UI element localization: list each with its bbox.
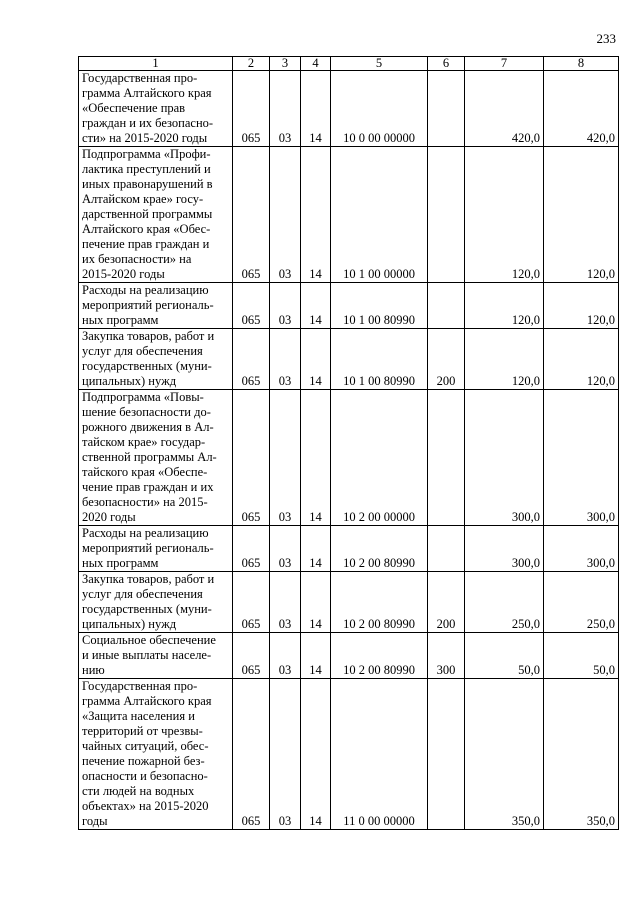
page-number: 233 xyxy=(596,31,616,46)
row-cell: 120,0 xyxy=(465,147,544,283)
row-cell: 250,0 xyxy=(465,572,544,633)
row-cell: 420,0 xyxy=(544,71,619,147)
column-header: 8 xyxy=(544,57,619,71)
row-cell xyxy=(428,147,465,283)
column-header: 7 xyxy=(465,57,544,71)
row-cell: 10 1 00 80990 xyxy=(331,283,428,329)
row-name: Государственная про- грамма Алтайского края «Защита населения и территорий от чрезвы- чайных ситуаций, обес- печение пожарной без- опасности и безопасно- сти людей на водных объектах» на 2015-2020 годы xyxy=(79,679,233,830)
row-cell: 03 xyxy=(270,329,301,390)
row-cell: 10 0 00 00000 xyxy=(331,71,428,147)
row-cell: 065 xyxy=(233,329,270,390)
row-cell: 120,0 xyxy=(544,283,619,329)
row-cell: 03 xyxy=(270,71,301,147)
row-name: Подпрограмма «Повы- шение безопасности до- рожного движения в Ал- тайском крае» государ- ственной программы Ал- тайского края «Обеспе- чение прав граждан и их безопасности» на 2015- 2020 годы xyxy=(79,390,233,526)
row-cell: 14 xyxy=(301,283,331,329)
row-name: Государственная про- грамма Алтайского края «Обеспечение прав граждан и их безопасно- сти» на 2015-2020 годы xyxy=(79,71,233,147)
row-cell: 50,0 xyxy=(544,633,619,679)
row-cell: 065 xyxy=(233,679,270,830)
column-header: 1 xyxy=(79,57,233,71)
row-name: Закупка товаров, работ и услуг для обеспечения государственных (муни- ципальных) нужд xyxy=(79,572,233,633)
row-cell: 10 2 00 80990 xyxy=(331,633,428,679)
column-header: 2 xyxy=(233,57,270,71)
row-cell: 120,0 xyxy=(544,329,619,390)
row-cell: 350,0 xyxy=(465,679,544,830)
row-name: Социальное обеспечение и иные выплаты населе- нию xyxy=(79,633,233,679)
row-cell: 200 xyxy=(428,572,465,633)
row-cell: 14 xyxy=(301,147,331,283)
row-cell: 03 xyxy=(270,572,301,633)
table-row xyxy=(79,633,619,679)
row-cell: 200 xyxy=(428,329,465,390)
row-cell: 03 xyxy=(270,390,301,526)
row-cell: 065 xyxy=(233,147,270,283)
row-cell: 120,0 xyxy=(465,283,544,329)
row-cell: 065 xyxy=(233,283,270,329)
row-cell: 14 xyxy=(301,71,331,147)
table-row xyxy=(79,71,619,147)
row-cell: 03 xyxy=(270,679,301,830)
row-cell xyxy=(428,71,465,147)
budget-table xyxy=(78,56,619,830)
column-header: 3 xyxy=(270,57,301,71)
row-cell xyxy=(428,526,465,572)
row-cell: 03 xyxy=(270,633,301,679)
row-name: Подпрограмма «Профи- лактика преступлений и иных правонарушений в Алтайском крае» госу- дарственной программы Алтайского края «Обес- печение прав граждан и их безопасности» на 2015-2020 годы xyxy=(79,147,233,283)
row-cell: 300 xyxy=(428,633,465,679)
table-row xyxy=(79,390,619,526)
row-cell: 14 xyxy=(301,679,331,830)
row-cell: 14 xyxy=(301,329,331,390)
row-cell: 065 xyxy=(233,526,270,572)
row-cell: 11 0 00 00000 xyxy=(331,679,428,830)
column-header: 5 xyxy=(331,57,428,71)
row-cell: 065 xyxy=(233,390,270,526)
row-cell: 300,0 xyxy=(544,526,619,572)
row-cell: 03 xyxy=(270,283,301,329)
row-cell: 03 xyxy=(270,147,301,283)
row-cell: 03 xyxy=(270,526,301,572)
row-cell: 300,0 xyxy=(465,390,544,526)
row-name: Расходы на реализацию мероприятий региональ- ных программ xyxy=(79,526,233,572)
row-cell: 065 xyxy=(233,71,270,147)
row-cell: 10 2 00 80990 xyxy=(331,526,428,572)
row-cell: 065 xyxy=(233,572,270,633)
row-cell: 10 2 00 00000 xyxy=(331,390,428,526)
table-row xyxy=(79,679,619,830)
row-cell: 065 xyxy=(233,633,270,679)
table-row xyxy=(79,572,619,633)
column-header: 6 xyxy=(428,57,465,71)
row-name: Закупка товаров, работ и услуг для обеспечения государственных (муни- ципальных) нужд xyxy=(79,329,233,390)
row-cell: 10 1 00 80990 xyxy=(331,329,428,390)
row-cell: 250,0 xyxy=(544,572,619,633)
row-cell: 10 1 00 00000 xyxy=(331,147,428,283)
row-cell: 50,0 xyxy=(465,633,544,679)
row-name: Расходы на реализацию мероприятий региональ- ных программ xyxy=(79,283,233,329)
table-row xyxy=(79,329,619,390)
row-cell: 120,0 xyxy=(544,147,619,283)
row-cell: 420,0 xyxy=(465,71,544,147)
row-cell xyxy=(428,679,465,830)
row-cell: 350,0 xyxy=(544,679,619,830)
row-cell: 10 2 00 80990 xyxy=(331,572,428,633)
row-cell xyxy=(428,283,465,329)
row-cell: 120,0 xyxy=(465,329,544,390)
row-cell: 14 xyxy=(301,572,331,633)
row-cell: 14 xyxy=(301,633,331,679)
row-cell: 300,0 xyxy=(465,526,544,572)
column-header: 4 xyxy=(301,57,331,71)
row-cell: 14 xyxy=(301,390,331,526)
header-row xyxy=(79,57,619,71)
table-row xyxy=(79,147,619,283)
table-row xyxy=(79,283,619,329)
table-row xyxy=(79,526,619,572)
row-cell xyxy=(428,390,465,526)
row-cell: 14 xyxy=(301,526,331,572)
row-cell: 300,0 xyxy=(544,390,619,526)
